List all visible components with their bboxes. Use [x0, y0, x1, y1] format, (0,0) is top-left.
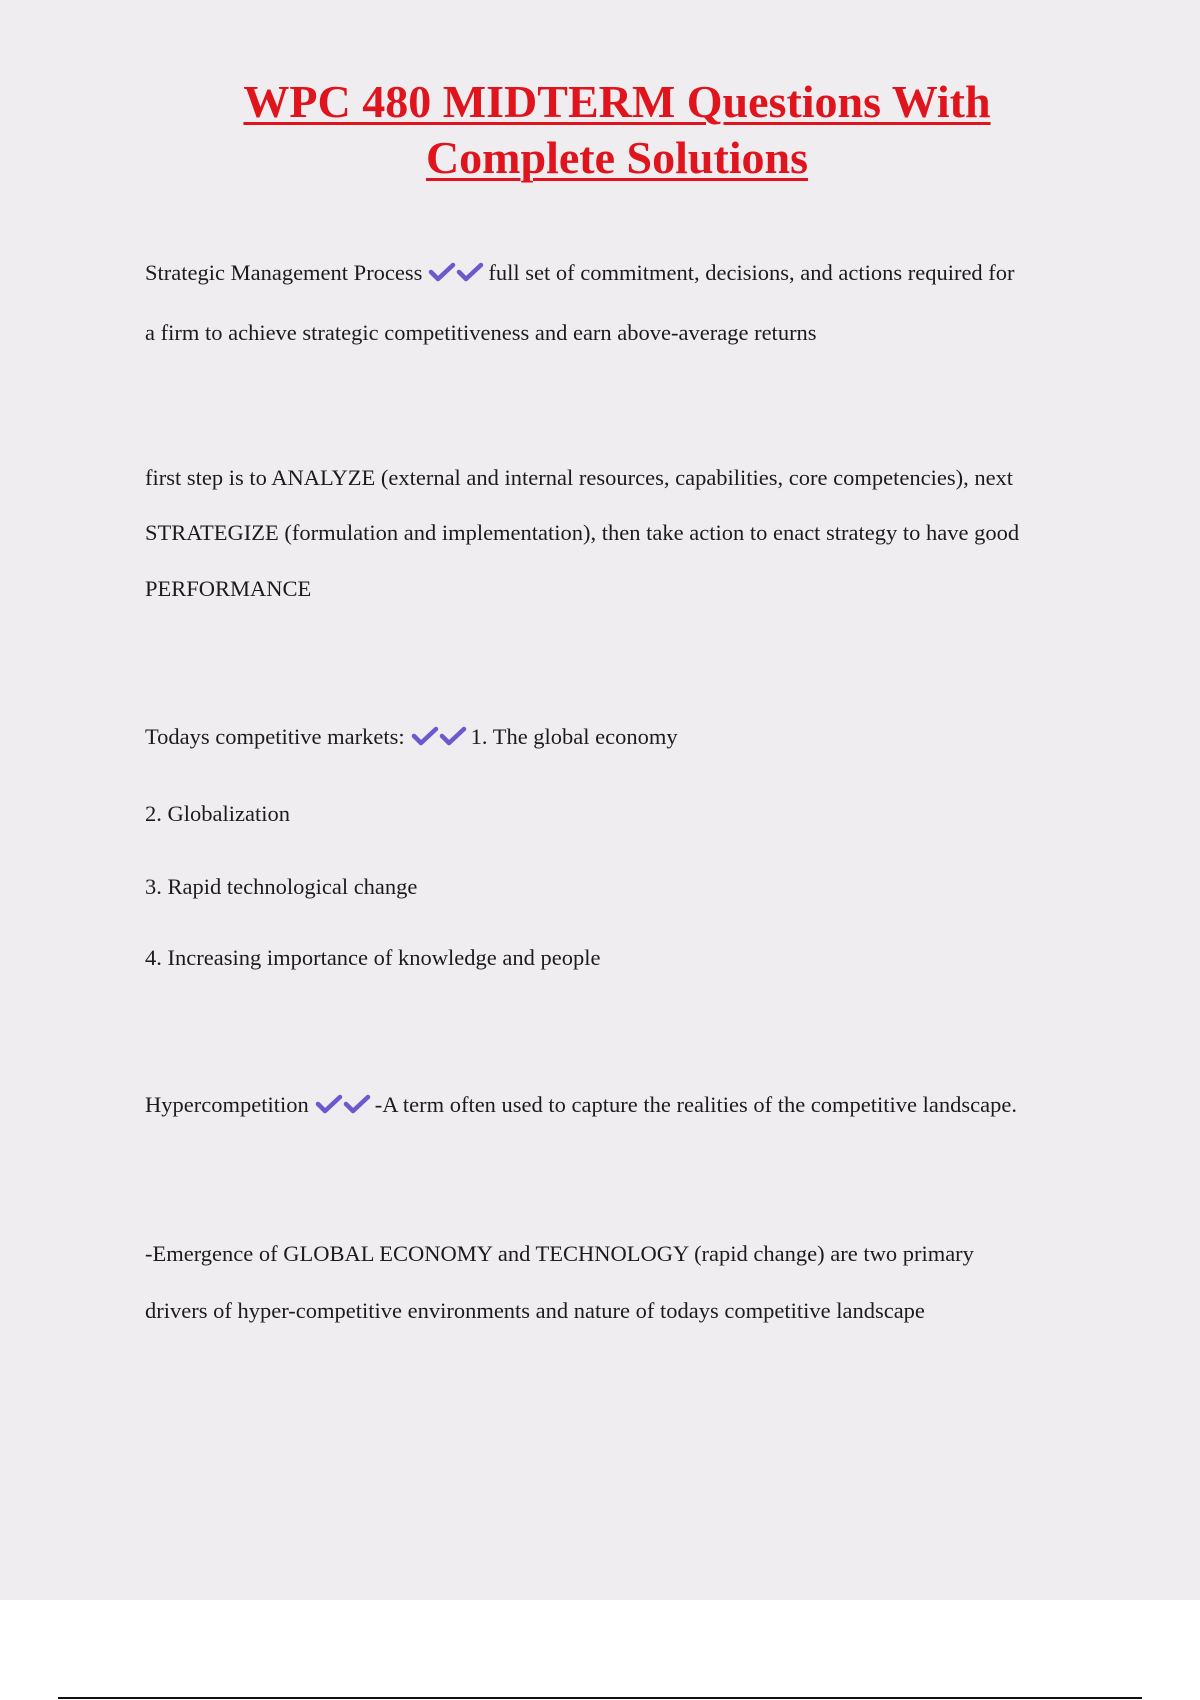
double-checkmark-icon: [315, 1090, 371, 1120]
list-item: 3. Rapid technological change: [145, 874, 418, 899]
entry-definition: full set of commitment, decisions, and actions required for: [488, 260, 1015, 285]
double-checkmark-icon: [411, 722, 467, 752]
list-item: 2. Globalization: [145, 801, 290, 826]
document-title-line-1: WPC 480 MIDTERM Questions With: [243, 76, 991, 127]
entry-term: Todays competitive markets:: [145, 724, 405, 749]
list-item: 4. Increasing importance of knowledge and people: [145, 945, 601, 970]
list-item: 1. The global economy: [470, 724, 678, 749]
paragraph-line: drivers of hyper-competitive environments and nature of todays competitive landscape: [145, 1298, 925, 1323]
entry-term: Hypercompetition: [145, 1092, 309, 1117]
document-title-line-2: Complete Solutions: [425, 132, 809, 183]
page-divider: [58, 1697, 1142, 1699]
double-checkmark-icon: [428, 258, 484, 288]
entry-term: Strategic Management Process: [145, 260, 423, 285]
entry-definition: -A term often used to capture the realities of the competitive landscape.: [374, 1092, 1017, 1117]
entry-strategic-management-process: [145, 258, 1015, 288]
entry-definition-continued: a firm to achieve strategic competitiveness and earn above-average returns: [145, 320, 817, 345]
paragraph-line: first step is to ANALYZE (external and internal resources, capabilities, core competencies), next: [145, 465, 1014, 490]
entry-hypercompetition: [145, 1090, 1017, 1120]
entry-todays-competitive-markets: [145, 722, 678, 752]
paragraph-line: PERFORMANCE: [145, 576, 312, 601]
paragraph-line: -Emergence of GLOBAL ECONOMY and TECHNOLOGY (rapid change) are two primary: [145, 1241, 974, 1266]
paragraph-line: STRATEGIZE (formulation and implementation), then take action to enact strategy to have good: [145, 520, 1020, 545]
